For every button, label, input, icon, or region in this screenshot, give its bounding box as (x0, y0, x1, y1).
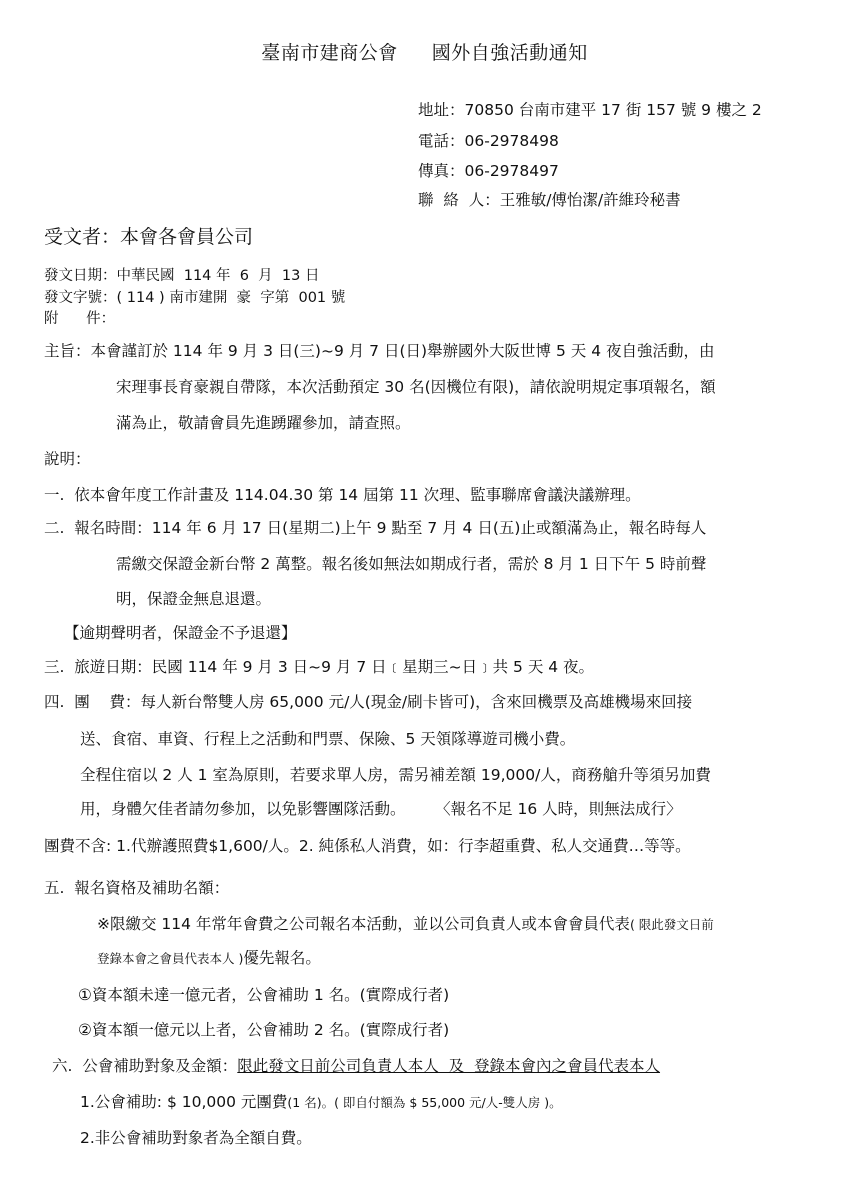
subsidy-tier-2: ②資本額一億元以上者，公會補助 2 名。(實際成行者) (78, 1021, 450, 1039)
document-title (0, 38, 849, 65)
item-three: 三. 旅遊日期：民國 114 年 9 月 3 日~9 月 7 日﹝星期三~日﹞共 5 天 4 夜。 (44, 658, 595, 676)
subsidy-amount-note: (1 名)。( 即自付額為 $ 55,000 元/人-雙人房 )。 (287, 1095, 562, 1110)
item-six (52, 1054, 660, 1076)
item-five-line-1 (97, 912, 714, 934)
item-two-line-1: 二. 報名時間：114 年 6 月 17 日(星期二)上午 9 點至 7 月 4 日(五)止或額滿為止，報名時每人 (44, 519, 707, 537)
item-two-line-2: 需繳交保證金新台幣 2 萬整。報名後如無法如期成行者，需於 8 月 1 日下午 5 時前聲 (116, 555, 707, 573)
item-six-line-2: 2.非公會補助對象者為全額自費。 (80, 1129, 312, 1147)
contact-phone: 電話：06-2978498 (418, 132, 559, 150)
item-six-line-1 (80, 1090, 562, 1112)
explanation-label: 說明： (44, 450, 91, 468)
subject-line-2: 宋理事長育豪親自帶隊，本次活動預定 30 名(因機位有限)，請依說明規定事項報名，額 (116, 378, 716, 396)
fee-exclusions: 團費不含: 1.代辦護照費$1,600/人。2. 純係私人消費，如：行李超重費、私人交通費…等等。 (44, 837, 691, 855)
attachment-label: 附 件： (44, 311, 116, 327)
item-six-label: 六. 公會補助對象及金額： (52, 1057, 238, 1075)
subject-line-1: 主旨：本會謹訂於 114 年 9 月 3 日(三)~9 月 7 日(日)舉辦國外大阪世博 5 天 4 夜自強活動，由 (44, 342, 715, 360)
contact-fax: 傳真：06-2978497 (418, 162, 559, 180)
subject-line-3: 滿為止，敬請會員先進踴躍參加，請查照。 (116, 414, 411, 432)
eligibility-note-b: 登錄本會之會員代表本人 ) (97, 951, 244, 966)
item-four-line-1: 四. 團 費：每人新台幣雙人房 65,000 元/人(現金/刷卡皆可)，含來回機票及高雄機場來回接 (44, 693, 693, 711)
item-four-line-3: 全程住宿以 2 人 1 室為原則，若要求單人房，需另補差額 19,000/人，商務艙升等須另加費 (80, 766, 711, 784)
item-two-line-3: 明，保證金無息退還。 (116, 590, 272, 608)
item-six-eligibility: 限此發文日前公司負責人本人 及 登錄本會內之會員代表本人 (237, 1057, 661, 1075)
eligibility-note-a: ( 限此發文日前 (629, 917, 714, 932)
subsidy-tier-1: ①資本額未達一億元者，公會補助 1 名。(實際成行者) (78, 986, 450, 1004)
item-five-line-2 (97, 946, 321, 968)
issue-date: 發文日期：中華民國 114 年 6 月 13 日 (44, 268, 320, 284)
eligibility-text: ※限繳交 114 年常年會費之公司報名本活動，並以公司負責人或本會會員代表 (97, 915, 630, 933)
priority-text: 優先報名。 (243, 949, 321, 967)
contact-address: 地址：70850 台南市建平 17 街 157 號 9 樓之 2 (418, 101, 762, 119)
contact-person: 聯 絡 人：王雅敏/傅怡潔/許維玲秘書 (418, 191, 681, 209)
item-five: 五. 報名資格及補助名額： (44, 879, 230, 897)
reference-number: 發文字號：( 114 ) 南市建開 豪 字第 001 號 (44, 290, 346, 306)
notice-title: 國外自強活動通知 (431, 42, 588, 64)
subsidy-amount: 1.公會補助: $ 10,000 元團費 (80, 1093, 288, 1111)
item-four-line-2: 送、食宿、車資、行程上之活動和門票、保險、5 天領隊導遊司機小費。 (80, 730, 576, 748)
org-name: 臺南市建商公會 (261, 42, 398, 64)
item-four-line-4: 用，身體欠佳者請勿參加，以免影響團隊活動。 〈報名不足 16 人時，則無法成行〉 (80, 800, 682, 818)
item-two-note: 【逾期聲明者，保證金不予退還】 (64, 624, 297, 642)
recipient: 受文者：本會各會員公司 (44, 226, 254, 248)
item-one: 一. 依本會年度工作計畫及 114.04.30 第 14 屆第 11 次理、監事聯席會議決議辦理。 (44, 486, 641, 504)
